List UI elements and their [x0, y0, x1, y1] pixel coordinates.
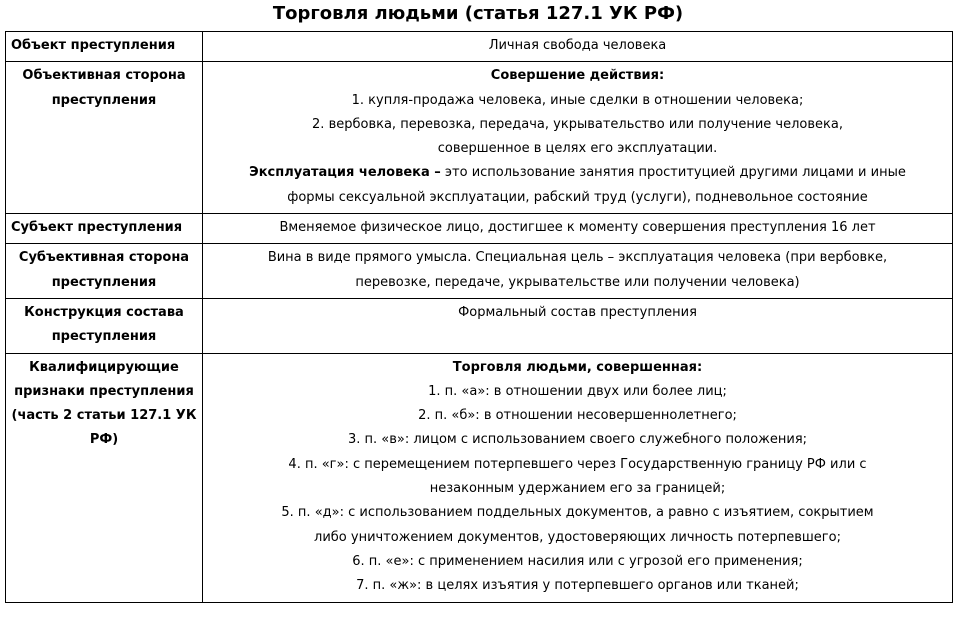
row-label-text: РФ) — [89, 432, 119, 448]
exploitation-term: Эксплуатация человека – — [249, 165, 441, 181]
table-row — [6, 32, 953, 62]
row-label-text: преступления — [51, 92, 157, 108]
list-item: 1. купля-продажа человека, иные сделки в отношении человека; — [351, 92, 804, 108]
row-label-text: Объект преступления — [11, 38, 176, 53]
row-label-text: признаки преступления — [14, 383, 194, 399]
crime-table — [5, 31, 953, 603]
list-item: 5. п. «д»: с использованием поддельных документов, а равно с изъятием, сокрытием — [281, 505, 874, 521]
list-item: 4. п. «г»: с перемещением потерпевшего через Государственную границу РФ или с — [288, 456, 867, 472]
table-row — [6, 244, 953, 299]
exploitation-definition — [208, 161, 947, 185]
list-item: 6. п. «е»: с применением насилия или с угрозой его применения; — [352, 553, 803, 569]
row-value-objective — [203, 62, 953, 214]
list-item: 2. вербовка, перевозка, передача, укрывательство или получение человека, — [312, 116, 843, 132]
row-label-text: Квалифицирующие — [29, 359, 179, 375]
row-label-objective — [6, 62, 203, 214]
row-label-subjective — [6, 244, 203, 299]
row-value-text: Личная свобода человека — [488, 38, 667, 53]
row-label-construction — [6, 298, 203, 353]
exploitation-text: это использование занятия проституцией другими лицами и иные — [440, 165, 906, 181]
page-title: Торговля людьми (статья 127.1 УК РФ) — [272, 3, 684, 24]
table-row — [6, 62, 953, 214]
row-label-object — [6, 32, 203, 62]
row-value-text: Вменяемое физическое лицо, достигшее к моменту совершения преступления 16 лет — [279, 220, 876, 236]
row-label-text: преступления — [51, 329, 157, 345]
row-label-text: Объективная сторона — [22, 68, 186, 84]
row-value-subject — [203, 214, 953, 244]
list-item: 3. п. «в»: лицом с использованием своего служебного положения; — [347, 432, 808, 448]
row-value-text: перевозке, передаче, укрывательстве или получении человека) — [355, 274, 800, 290]
row-value-construction — [203, 298, 953, 353]
table-row — [6, 298, 953, 353]
qualifying-heading: Торговля людьми, совершенная: — [452, 359, 703, 375]
list-item: незаконным удержанием его за границей; — [429, 481, 726, 497]
row-label-qualifying — [6, 353, 203, 602]
row-label-text: Конструкция состава — [24, 304, 184, 320]
row-label-text: (часть 2 статьи 127.1 УК — [11, 408, 197, 424]
row-label-text: Субъективная сторона — [18, 250, 190, 266]
row-value-subjective — [203, 244, 953, 299]
row-label-text: преступления — [51, 274, 157, 290]
list-item: 1. п. «а»: в отношении двух или более лиц; — [428, 383, 727, 399]
row-value-object — [203, 32, 953, 62]
row-value-text: Формальный состав преступления — [458, 304, 697, 320]
objective-heading: Совершение действия: — [490, 68, 665, 84]
table-row — [6, 353, 953, 602]
list-item: 2. п. «б»: в отношении несовершеннолетнего; — [418, 408, 737, 424]
list-item: либо уничтожением документов, удостоверяющих личность потерпевшего; — [314, 529, 841, 545]
list-item: совершенное в целях его эксплуатации. — [437, 141, 718, 157]
row-label-subject — [6, 214, 203, 244]
row-value-qualifying — [203, 353, 953, 602]
row-value-text: Вина в виде прямого умысла. Специальная цель – эксплуатация человека (при вербовке, — [267, 250, 888, 266]
list-item: 7. п. «ж»: в целях изъятия у потерпевшего органов или тканей; — [356, 578, 799, 594]
row-label-text: Субъект преступления — [11, 220, 183, 236]
table-row — [6, 214, 953, 244]
exploitation-text-continued: формы сексуальной эксплуатации, рабский труд (услуги), подневольное состояние — [287, 189, 868, 205]
